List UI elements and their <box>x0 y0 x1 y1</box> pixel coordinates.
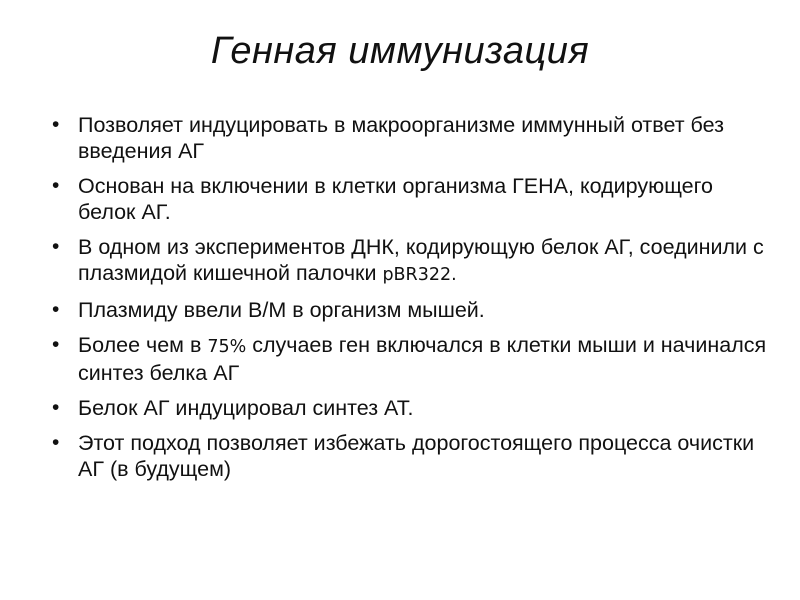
bullet-dot-icon: • <box>52 333 60 356</box>
bullet-dot-icon: • <box>52 431 60 454</box>
bullet-item <box>48 297 768 323</box>
bullet-dot-icon: • <box>52 298 60 321</box>
bullet-text: Позволяет индуцировать в макроорганизме иммунный ответ без введения АГ <box>78 113 724 163</box>
bullet-dot-icon: • <box>52 113 60 136</box>
percent-value: 75% <box>207 337 247 357</box>
bullet-dot-icon: • <box>52 235 60 258</box>
bullet-text: Плазмиду ввели В/М в организм мышей. <box>78 298 485 322</box>
bullet-dot-icon: • <box>52 396 60 419</box>
bullet-text: случаев ген включался в клетки мыши и начинался синтез белка АГ <box>78 333 767 385</box>
bullet-item <box>48 173 768 225</box>
bullet-text: В одном из экспериментов ДНК, кодирующую белок АГ, соединили с плазмидой кишечной палочки <box>78 235 764 285</box>
bullet-text: Белок АГ индуцировал синтез АТ. <box>78 396 414 420</box>
bullet-list <box>48 112 768 491</box>
bullet-text: Более чем в <box>78 333 208 357</box>
bullet-item <box>48 112 768 164</box>
plasmid-name: pBR322. <box>382 265 457 285</box>
bullet-item <box>48 234 768 288</box>
bullet-text: Основан на включении в клетки организма ГЕНА, кодирующего белок АГ. <box>78 174 713 224</box>
bullet-item <box>48 430 768 482</box>
slide-title: Генная иммунизация <box>210 30 590 72</box>
bullet-dot-icon: • <box>52 174 60 197</box>
bullet-item <box>48 395 768 421</box>
bullet-text: Этот подход позволяет избежать дорогостоящего процесса очистки АГ (в будущем) <box>78 431 755 481</box>
bullet-item <box>48 332 768 386</box>
